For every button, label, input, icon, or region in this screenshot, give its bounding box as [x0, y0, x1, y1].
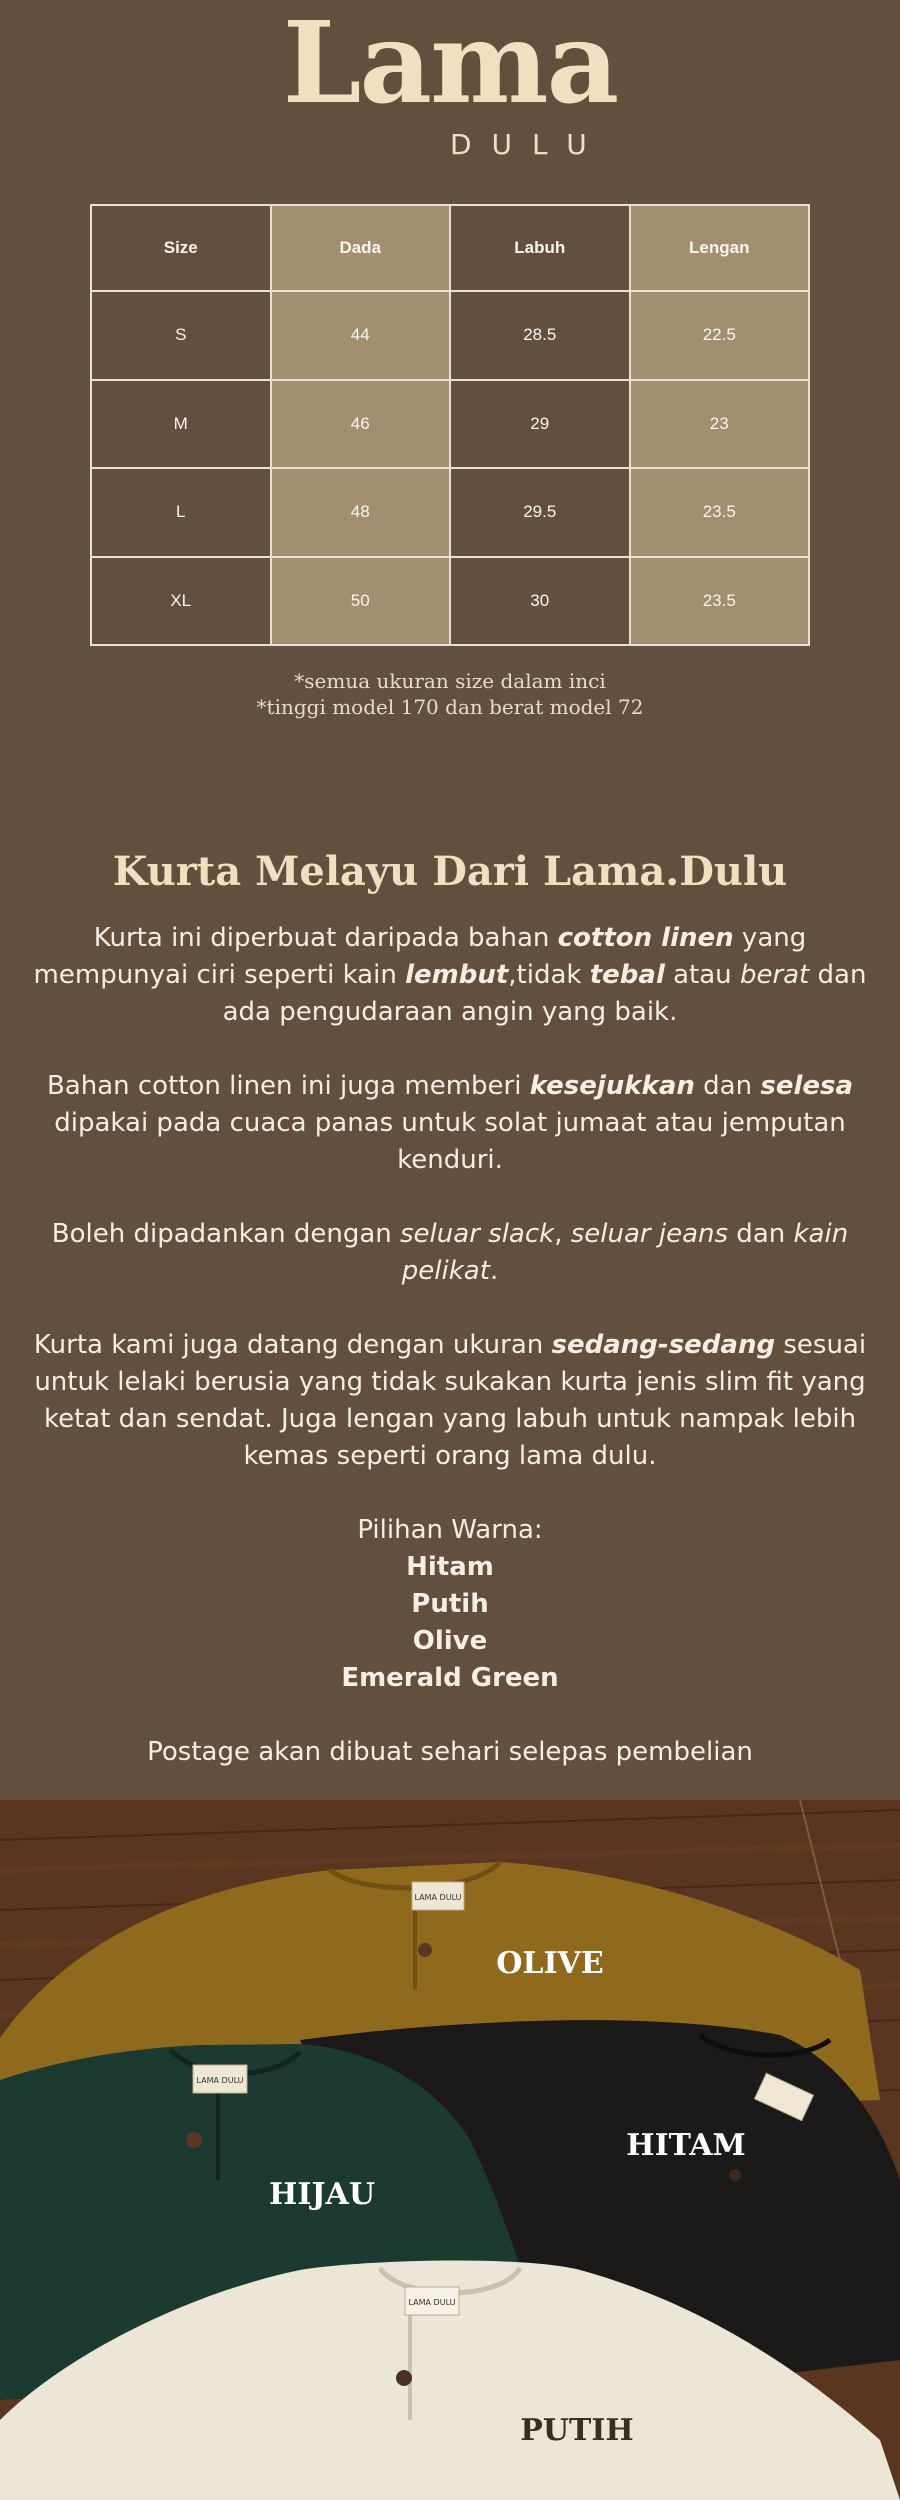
- desc-emphasis: selesa: [760, 1071, 854, 1101]
- desc-text: dan: [728, 1219, 794, 1249]
- labuh-cell: 28.5: [450, 291, 630, 380]
- desc-text: atau: [664, 960, 740, 990]
- table-row: [91, 291, 809, 380]
- desc-text: Kurta kami juga datang dengan ukuran: [33, 1330, 552, 1360]
- product-description: [18, 920, 882, 1771]
- lengan-cell: 23: [630, 380, 810, 469]
- labuh-cell: 29: [450, 380, 630, 469]
- desc-text: yang mempunyai ciri seperti kain: [33, 923, 807, 990]
- desc-emphasis: sedang-sedang: [551, 1330, 776, 1360]
- color-option-hitam: Hitam: [406, 1552, 494, 1582]
- dada-cell: 44: [271, 291, 451, 380]
- labuh-cell: 30: [450, 557, 630, 646]
- size-cell: M: [91, 380, 271, 469]
- desc-text: ,tidak: [508, 960, 590, 990]
- desc-paragraph-pairing: [18, 1216, 882, 1290]
- label-hijau: HIJAU: [268, 2177, 376, 2212]
- olive-tag-text: LAMA DULU: [414, 1893, 462, 1902]
- note-model: *tinggi model 170 dan berat model 72: [256, 695, 644, 719]
- dada-cell: 48: [271, 468, 451, 557]
- product-photo: [0, 1800, 900, 2500]
- note-unit: *semua ukuran size dalam inci: [294, 669, 606, 693]
- kurta-photo-illustration: [0, 1800, 900, 2500]
- hijau-shirt-button: [186, 2132, 202, 2148]
- desc-text: Kurta ini diperbuat daripada bahan: [93, 923, 558, 953]
- table-row: [91, 468, 809, 557]
- table-row: [91, 557, 809, 646]
- hijau-tag-text: LAMA DULU: [196, 2076, 244, 2085]
- color-option-putih: Putih: [411, 1589, 489, 1619]
- desc-text: dan ada pengudaraan angin yang baik.: [222, 960, 867, 1027]
- desc-emphasis: tebal: [589, 960, 665, 990]
- desc-italic: kain pelikat: [401, 1219, 849, 1286]
- desc-text: ,: [554, 1219, 571, 1249]
- desc-text: dan: [694, 1071, 761, 1101]
- label-hitam: HITAM: [626, 2128, 746, 2163]
- desc-paragraph-comfort: [18, 1068, 882, 1179]
- header-dada: Dada: [271, 205, 451, 291]
- postage-note: Postage akan dibuat sehari selepas pembelian: [147, 1737, 753, 1767]
- size-cell: L: [91, 468, 271, 557]
- desc-emphasis: lembut: [405, 960, 509, 990]
- dada-cell: 50: [271, 557, 451, 646]
- desc-text: Bahan cotton linen ini juga memberi: [46, 1071, 530, 1101]
- size-cell: S: [91, 291, 271, 380]
- dada-cell: 46: [271, 380, 451, 469]
- desc-italic: berat: [739, 960, 810, 990]
- size-cell: XL: [91, 557, 271, 646]
- size-chart-table: [90, 204, 810, 646]
- desc-text: Boleh dipadankan dengan: [51, 1219, 401, 1249]
- desc-emphasis: kesejukkan: [529, 1071, 695, 1101]
- header-size: Size: [91, 205, 271, 291]
- putih-shirt-button: [396, 2370, 412, 2386]
- lengan-cell: 23.5: [630, 468, 810, 557]
- desc-paragraph-material: [18, 920, 882, 1031]
- putih-tag-text: LAMA DULU: [408, 2298, 456, 2307]
- color-options: [18, 1512, 882, 1697]
- table-header-row: [91, 205, 809, 291]
- olive-shirt-button: [418, 1943, 432, 1957]
- label-olive: OLIVE: [496, 1946, 604, 1981]
- colors-heading: Pilihan Warna:: [357, 1515, 543, 1545]
- logo-subtitle: DULU: [450, 128, 607, 161]
- product-title: Kurta Melayu Dari Lama.Dulu: [112, 848, 788, 895]
- desc-italic: seluar jeans: [570, 1219, 729, 1249]
- desc-text: .: [489, 1256, 499, 1286]
- table-row: [91, 380, 809, 469]
- label-putih: PUTIH: [520, 2413, 634, 2448]
- brand-logo: [0, 0, 900, 170]
- header-labuh: Labuh: [450, 205, 630, 291]
- header-lengan: Lengan: [630, 205, 810, 291]
- color-option-olive: Olive: [412, 1626, 488, 1656]
- desc-text: sesuai untuk lelaki berusia yang tidak sukakan kurta jenis slim fit yang ketat dan sendat. Juga lengan yang labuh untuk nampak lebih kemas seperti orang lama dulu.: [34, 1330, 867, 1471]
- hitam-shirt-button: [729, 2169, 741, 2181]
- desc-text: dipakai pada cuaca panas untuk solat jumaat atau jemputan kenduri.: [54, 1108, 846, 1175]
- lengan-cell: 23.5: [630, 557, 810, 646]
- desc-italic: seluar slack: [400, 1219, 555, 1249]
- lengan-cell: 22.5: [630, 291, 810, 380]
- desc-emphasis: cotton linen: [557, 923, 734, 953]
- logo-wordmark: Lama: [282, 0, 618, 129]
- desc-paragraph-fit: [18, 1327, 882, 1475]
- color-option-emerald-green: Emerald Green: [341, 1663, 559, 1693]
- labuh-cell: 29.5: [450, 468, 630, 557]
- size-notes: [0, 668, 900, 720]
